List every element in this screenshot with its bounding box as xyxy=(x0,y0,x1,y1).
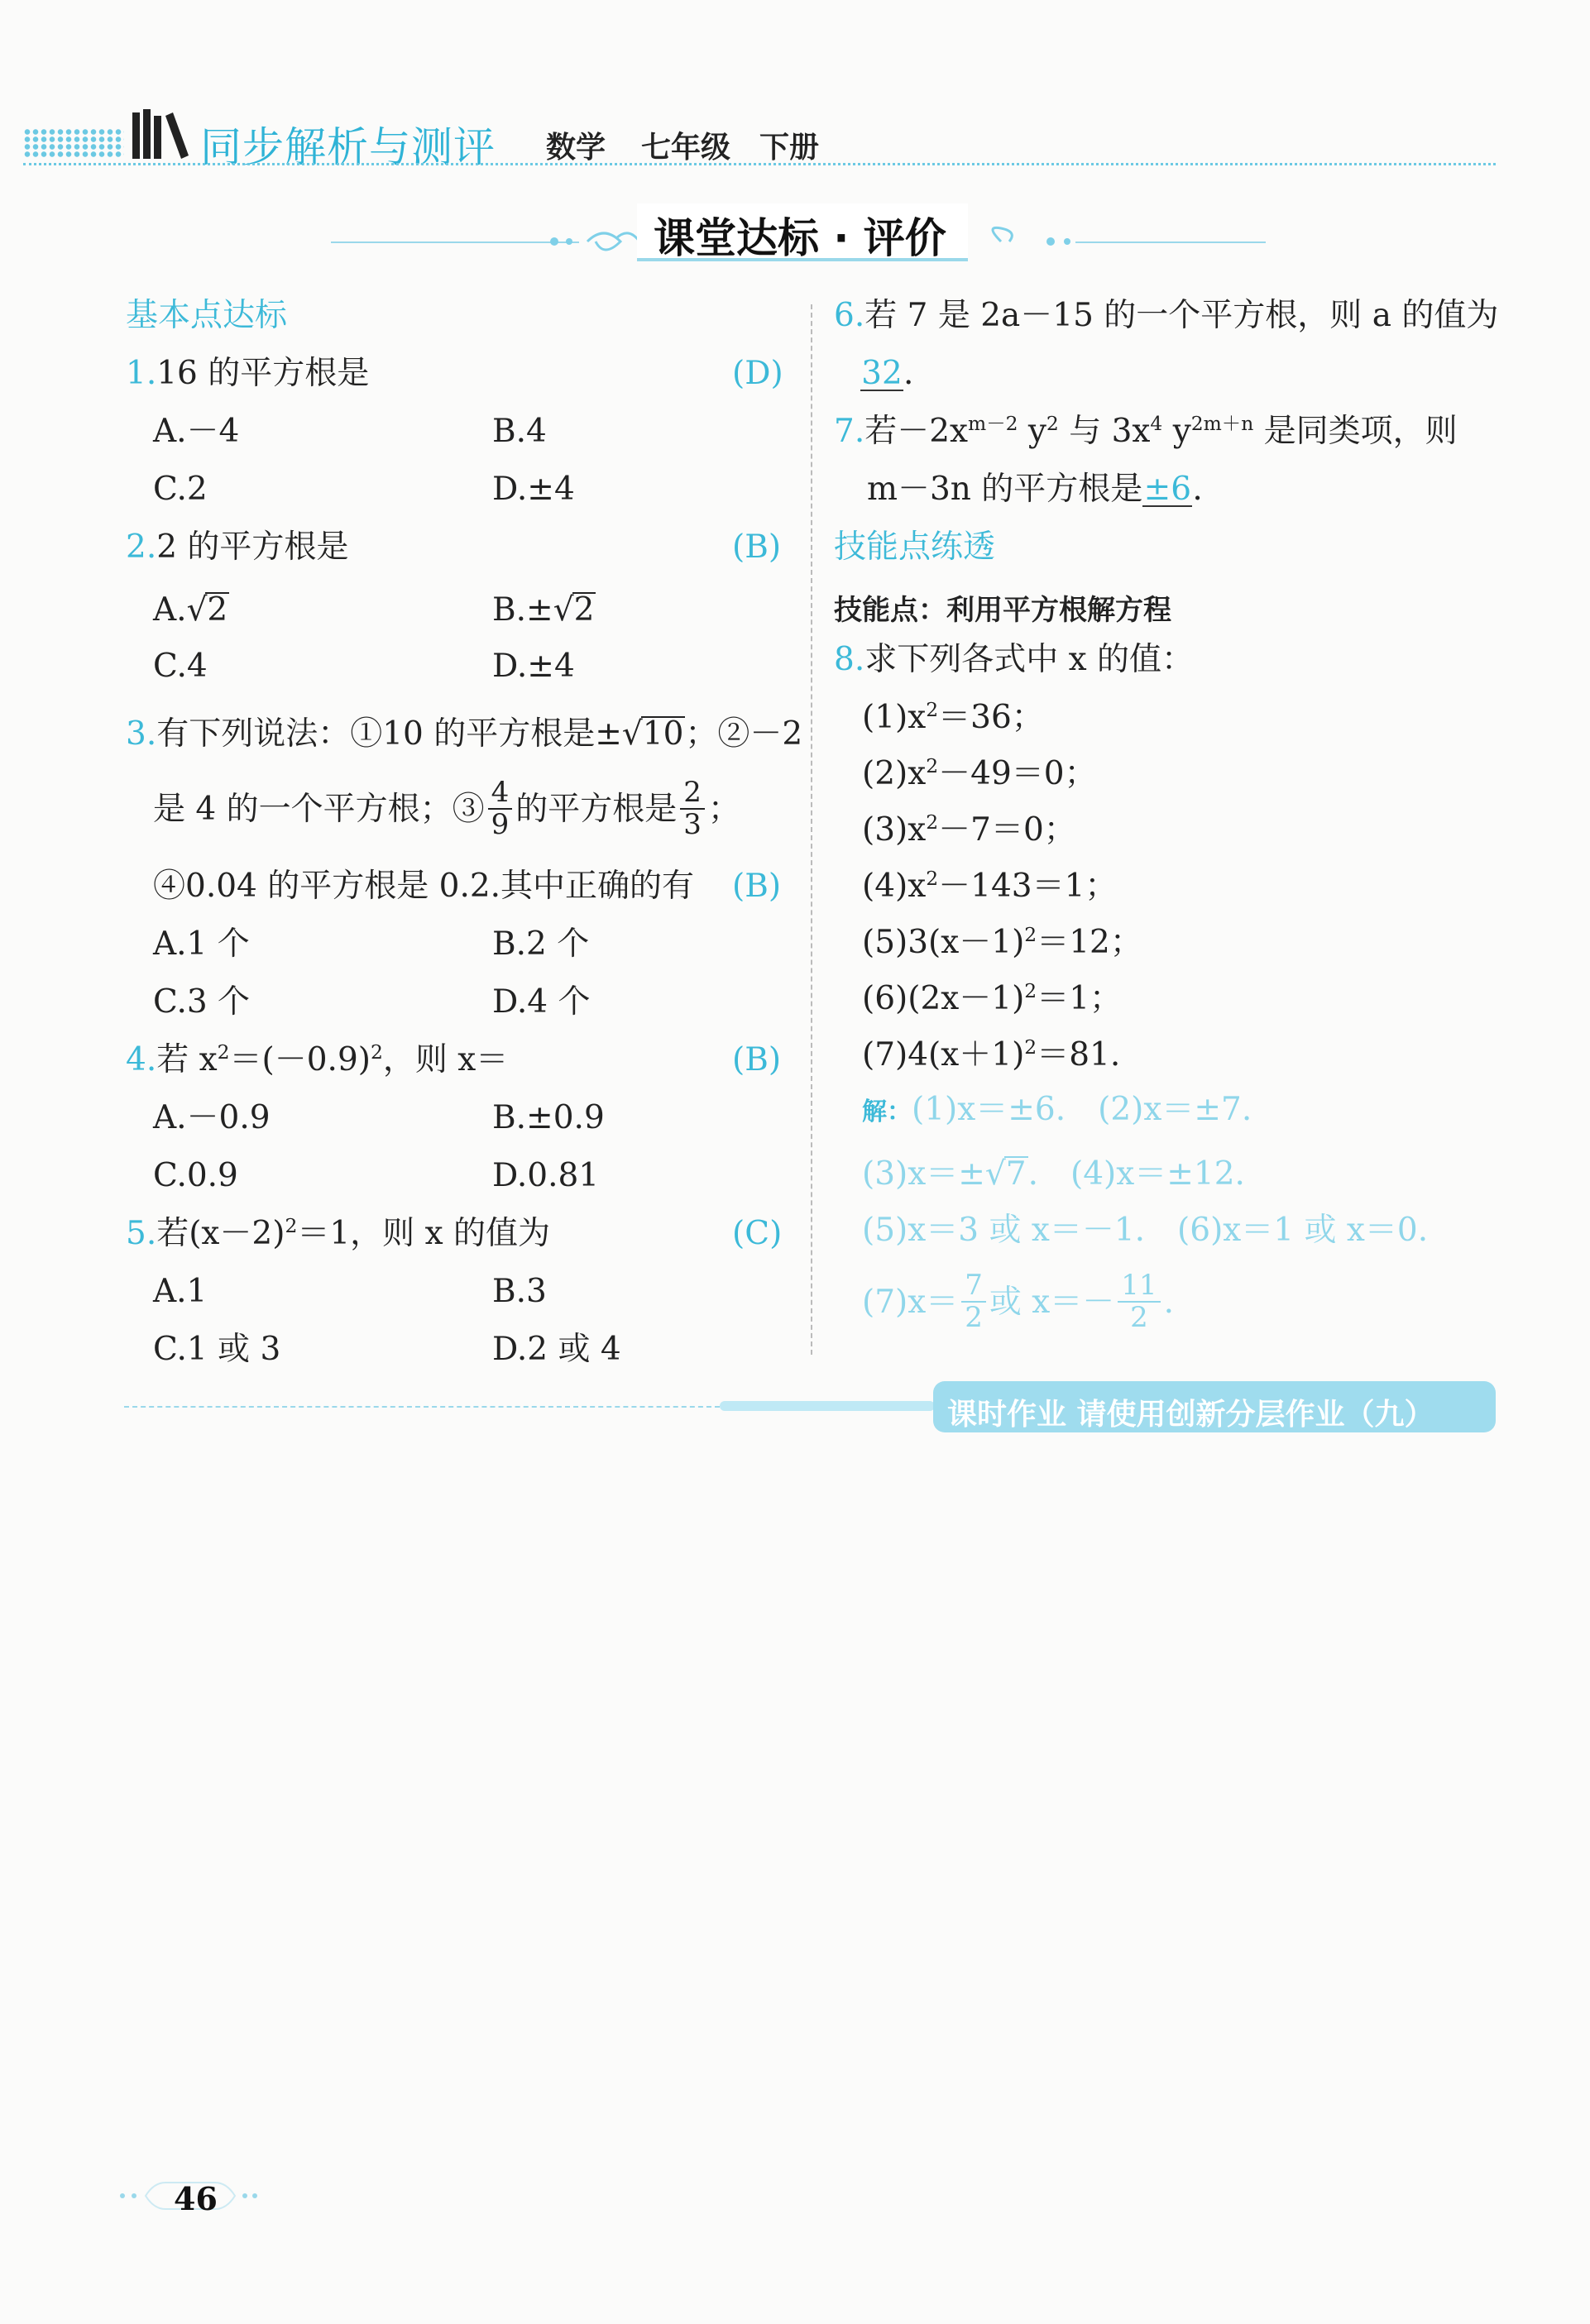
option-a: A.1 个 xyxy=(153,925,250,963)
question-4-answer: (B) xyxy=(732,1041,782,1078)
question-3-line-1: 3.有下列说法：①10 的平方根是±√10；②－2 xyxy=(126,715,803,753)
equation-item-7: $(7)4(x+1)^2=81$. xyxy=(862,1035,1121,1074)
question-number: 2. xyxy=(126,528,157,566)
equation-item-1: $(1)x^2=36$； xyxy=(862,698,1044,736)
option-a: A.1 xyxy=(153,1273,208,1310)
option-b: B.±√2 xyxy=(492,591,595,629)
footer-dashed-line xyxy=(124,1406,720,1408)
option-d: D.2 或 4 xyxy=(492,1331,621,1368)
option-c: C.4 xyxy=(153,648,208,685)
question-text: 2 的平方根是 xyxy=(156,528,349,566)
solution-line-2: (3)x＝±√7. (4)x＝±12. xyxy=(862,1155,1245,1193)
question-6: 6.若 7 是 2a－15 的一个平方根，则 a 的值为 xyxy=(834,297,1499,334)
option-b: B.2 个 xyxy=(492,925,590,963)
question-4: 4.若 $x^2=(-0.9)^2$，则 x＝ xyxy=(126,1040,509,1078)
option-c: C.2 xyxy=(153,471,208,508)
page-number: 46 xyxy=(174,2180,218,2217)
option-c: C.3 个 xyxy=(153,983,251,1021)
option-b: B.3 xyxy=(492,1273,547,1310)
section-title: 课堂达标 · 评价 xyxy=(654,214,946,262)
column-divider xyxy=(811,304,812,1355)
grade-label: 七年级 xyxy=(641,131,731,165)
swirl-ornament-right-icon xyxy=(976,223,1084,260)
question-1-answer: (D) xyxy=(732,355,783,392)
question-text: 16 的平方根是 xyxy=(156,355,370,392)
option-d: D.4 个 xyxy=(492,983,591,1021)
skill-point-heading: 技能点：利用平方根解方程 xyxy=(834,594,1171,627)
question-1 xyxy=(126,357,369,390)
option-a: A.－0.9 xyxy=(153,1099,271,1136)
books-logo-icon xyxy=(131,108,190,160)
option-d: D.±4 xyxy=(492,648,575,685)
volume-label: 下册 xyxy=(759,131,820,165)
option-b: B.4 xyxy=(492,413,547,450)
question-2 xyxy=(126,528,349,566)
swirl-ornament-left-icon xyxy=(538,223,645,260)
question-8: 8.求下列各式中 x 的值： xyxy=(834,641,1195,678)
question-number: 1. xyxy=(126,355,157,392)
option-c: C.0.9 xyxy=(153,1157,238,1194)
option-b: B.±0.9 xyxy=(492,1099,605,1136)
section-label-skill: 技能点练透 xyxy=(834,528,996,566)
solution-line-1: 解：(1)x＝±6. (2)x＝±7. xyxy=(862,1091,1252,1128)
option-d: D.±4 xyxy=(492,471,575,508)
header-dot-pattern xyxy=(23,128,124,158)
equation-item-3: $(3)x^2-7=0$； xyxy=(862,811,1076,849)
equation-item-5: $(5)3(x-1)^2=12$； xyxy=(862,923,1142,961)
equation-item-2: $(2)x^2-49=0$； xyxy=(862,754,1097,792)
question-7-line-1: 7.若$-2x^{m-2}$ $y^2$ 与 $3x^4$ $y^{2m+n}$ 是同类项，则 xyxy=(834,412,1458,450)
footer-bar xyxy=(720,1401,935,1411)
equation-item-6: $(6)(2x-1)^2=1$； xyxy=(862,979,1123,1017)
solution-line-3: (5)x＝3 或 x＝－1. (6)x＝1 或 x＝0. xyxy=(862,1212,1429,1249)
section-ornament-right xyxy=(1075,241,1266,243)
question-3-answer: (B) xyxy=(732,868,782,905)
section-label-basic: 基本点达标 xyxy=(126,297,288,334)
question-5: 5.若$(x-2)^2=1$，则 x 的值为 xyxy=(126,1214,550,1252)
question-2-answer: (B) xyxy=(732,528,782,566)
homework-banner-text: 课时作业 请使用创新分层作业（九） xyxy=(947,1398,1434,1432)
solution-line-4: (7)x＝ $\frac{7}{2}$ 或 x＝－ $\frac{11}{2}$ . xyxy=(862,1269,1174,1335)
option-a: A.－4 xyxy=(153,413,240,450)
option-a: A.√2 xyxy=(153,591,228,629)
option-c: C.1 或 3 xyxy=(153,1331,281,1368)
question-7-line-2: m－3n 的平方根是±6. xyxy=(867,471,1203,508)
question-3-line-2: 是 4 的一个平方根；③ $\frac{4}{9}$ 的平方根是 $\frac{2}{3}$ ； xyxy=(153,776,740,842)
subject-label: 数学 xyxy=(546,131,606,165)
header-divider xyxy=(23,163,1496,165)
option-d: D.0.81 xyxy=(492,1157,600,1194)
equation-item-4: $(4)x^2-143=1$； xyxy=(862,867,1118,905)
question-5-answer: (C) xyxy=(732,1215,783,1252)
question-6-answer-line: 32. xyxy=(861,355,914,392)
question-3-line-3: ④0.04 的平方根是 0.2.其中正确的有 xyxy=(153,868,695,905)
book-brand-title: 同步解析与测评 xyxy=(200,123,496,171)
